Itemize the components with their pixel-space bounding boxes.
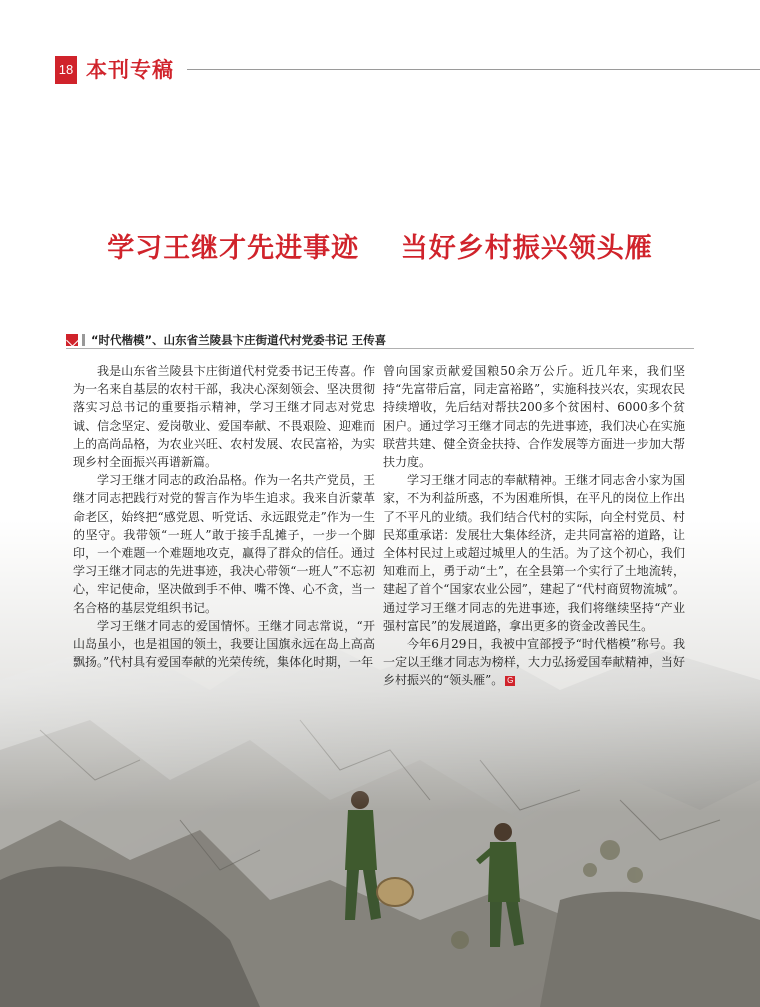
article-paragraph: 学习王继才同志的爱国情怀。王继才同志常说，“开山岛虽小，也是祖国的领土，我要让国旗永远在岛上高高飘扬。”代村具有爱国奉献的光荣传统，集体化时期，一年 <box>73 618 375 670</box>
article-column-right <box>383 362 685 690</box>
byline-divider <box>82 334 85 346</box>
article-paragraph: 曾向国家贡献爱国粮50余万公斤。近几年来，我们坚持“先富带后富，同走富裕路”，实施科技兴农，实现农民持续增收，先后结对帮扶200多个贫困村、6000多个贫困户。通过学习王继才同志的先进事迹，我们决心在实施联营共建、健全资金扶持、合作发展等方面进一步加大帮扶力度。 <box>383 364 685 470</box>
page-number: 18 <box>55 56 77 84</box>
mail-icon <box>66 334 78 346</box>
article-column-left <box>73 362 375 671</box>
article-headline: 学习王继才先进事迹 当好乡村振兴领头雁 <box>107 233 653 264</box>
byline-divider-rule <box>66 348 694 349</box>
article-paragraph-final <box>383 635 685 690</box>
author-byline <box>66 331 386 349</box>
section-title: 本刊专稿 <box>86 58 174 82</box>
article-paragraph: 我是山东省兰陵县卞庄街道代村党委书记王传喜。作为一名来自基层的农村干部，我决心深刻领会、坚决贯彻落实习总书记的重要指示精神，学习王继才同志对党忠诚、信念坚定、爱岗敬业、爱国奉献、不畏艰险、迎难而上的高尚品格，为农业兴旺、农村发展、农民富裕，为实现乡村全面振兴再谱新篇。 <box>73 364 375 470</box>
article-paragraph-text: 今年6月29日，我被中宣部授予“时代楷模”称号。我一定以王继才同志为榜样，大力弘扬爱国奉献精神，当好乡村振兴的“领头雁”。 <box>383 637 685 688</box>
page-header <box>0 0 760 110</box>
end-mark-icon: G <box>507 675 514 685</box>
byline-text: “时代楷模”、山东省兰陵县卞庄街道代村党委书记 王传喜 <box>91 333 387 347</box>
article-paragraph: 学习王继才同志的奉献精神。王继才同志舍小家为国家，不为利益所惑，不为困难所惧，在平凡的岗位上作出了不平凡的业绩。我们结合代村的实际，向全村党员、村民郑重承诺：发展壮大集体经济，走共同富裕的道路，让全体村民过上或超过城里人的生活。为了这个初心，我们知难而上，勇于动“土”，在全县第一个实行了土地流转，建起了首个“国家农业公园”，建起了“代村商贸物流城”。通过学习王继才同志的先进事迹，我们将继续坚持“产业强村富民”的发展道路，拿出更多的资金改善民生。 <box>383 473 685 633</box>
article-paragraph: 学习王继才同志的政治品格。作为一名共产党员，王继才同志把践行对党的誓言作为毕生追求。我来自沂蒙革命老区，始终把“感党恩、听党话、永远跟党走”作为一生的坚守。我带领“一班人”敢于接手乱摊子，一步一个脚印，一个难题一个难题地攻克，赢得了群众的信任。通过学习王继才同志的先进事迹，我决心带领“一班人”不忘初心，牢记使命，坚决做到手不伸、嘴不馋、心不贪，当一名合格的基层党组织书记。 <box>73 473 375 615</box>
header-divider <box>187 69 760 70</box>
